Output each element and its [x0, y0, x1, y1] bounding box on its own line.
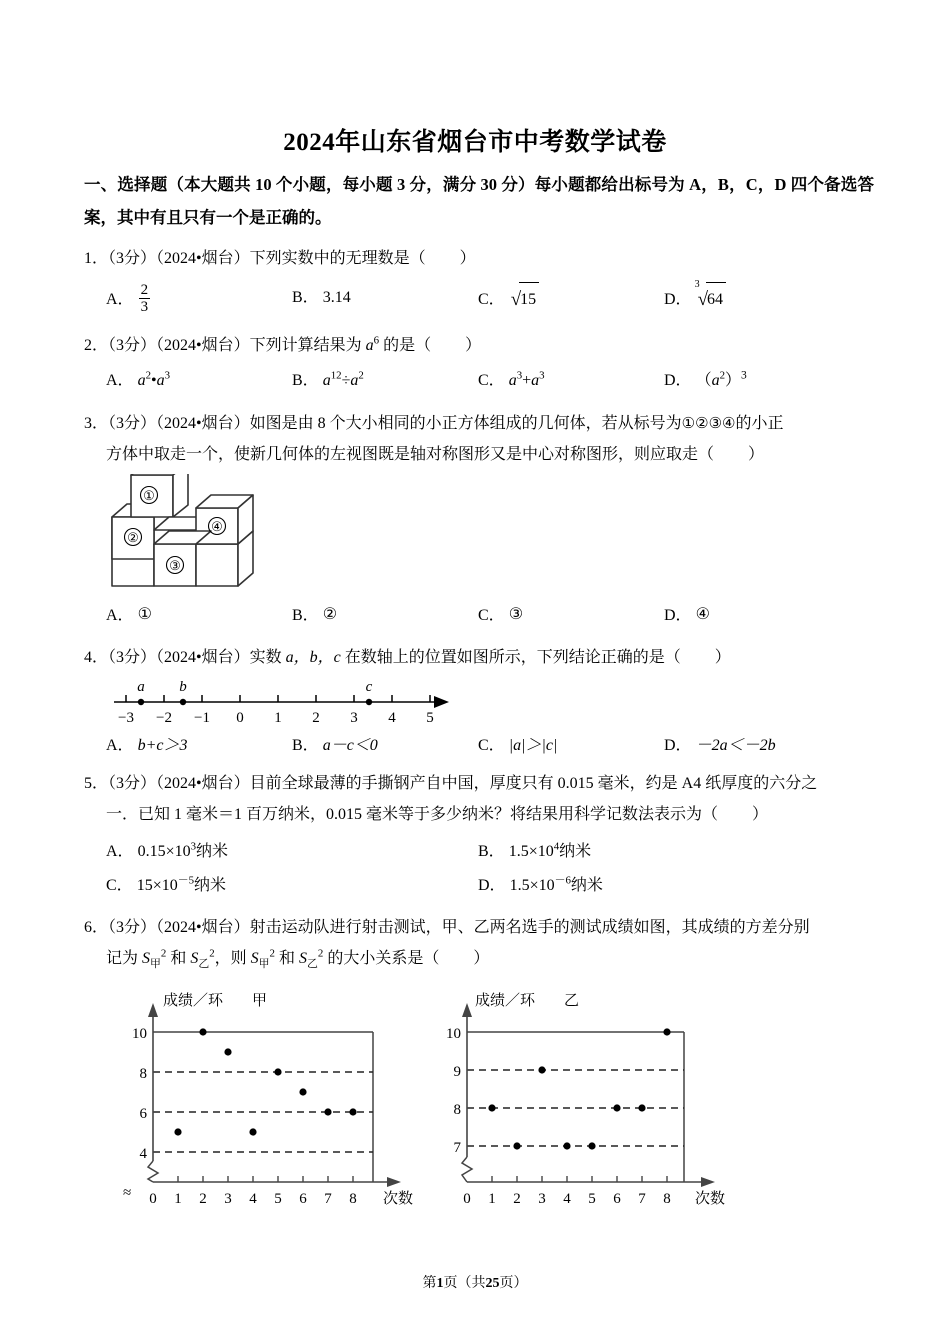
- q4-option-a-label: A．: [106, 737, 134, 754]
- q2-option-b[interactable]: [292, 365, 478, 396]
- q6-stem-post: 的大小关系是（: [323, 950, 440, 968]
- q1-option-c-label: C．: [478, 291, 505, 309]
- q3-option-c[interactable]: [478, 600, 664, 631]
- q5-stem-text1: 目前全球最薄的手撕钢产自中国，厚度只有 0.015 毫米，约是 A4 纸厚度的六分之: [249, 775, 818, 792]
- q4-option-d[interactable]: [664, 730, 776, 761]
- q5-option-c-label: C．: [106, 876, 133, 894]
- variance-jia-2: $S_甲^2$: [250, 947, 275, 971]
- chart-yi-title: 乙: [564, 993, 580, 1009]
- chart-yi-yaxis-arrow: [462, 1003, 472, 1017]
- q1-option-c[interactable]: [478, 282, 664, 316]
- chart-jia-point-5: [274, 1068, 281, 1075]
- cube-label-2: ②: [127, 530, 139, 545]
- numline-tick--2: −2: [156, 710, 172, 726]
- chart-yi-point-5: [588, 1142, 595, 1149]
- question-2-options: [84, 365, 876, 396]
- q1-option-b-label: B．: [292, 289, 319, 307]
- q3-source: （2024•烟台）: [156, 415, 250, 432]
- q6-stem-text1: 射击运动队进行射击测试，甲、乙两名选手的测试成绩如图，其成绩的方差分别: [249, 919, 810, 936]
- q1-marks: （3分）: [108, 250, 157, 267]
- chart-jia-point-3: [224, 1048, 231, 1055]
- q5-source: （2024•烟台）: [156, 775, 250, 792]
- q1-stem-text: 下列实数中的无理数是（: [249, 250, 426, 267]
- q2-option-d-expr: $(a^2)^3$: [695, 369, 747, 390]
- q3-option-a[interactable]: [106, 600, 292, 631]
- q5-option-d-exp: －6: [554, 874, 571, 887]
- circled-number-1-inline: ①: [681, 416, 696, 432]
- square-root-icon: √15: [509, 282, 539, 315]
- chart-yi-point-8: [663, 1028, 670, 1035]
- question-3-stem-line2: [84, 439, 876, 470]
- q2-option-a-label: A．: [106, 372, 134, 390]
- q4-option-b-expr: a－c＜0: [322, 737, 378, 754]
- chart-jia-point-8: [349, 1108, 356, 1115]
- q3-stem-paren: ）: [748, 446, 765, 464]
- chart-jia-point-7: [324, 1108, 331, 1115]
- chart-jia-ytick-10: 10: [132, 1026, 147, 1042]
- q3-marks: （3分）: [108, 415, 157, 432]
- question-6-stem-line1: 6．（3分）（2024•烟台）射击运动队进行射击测试，甲、乙两名选手的测试成绩如图，其成绩的方差分别: [84, 919, 810, 936]
- chart-yi-xtick-0: 0: [463, 1191, 471, 1207]
- chart-jia-ytick-6: 6: [139, 1106, 147, 1122]
- q6-number: 6: [84, 919, 92, 936]
- q3-stem-tail: 的小正: [735, 415, 784, 432]
- question-4: [84, 642, 876, 673]
- footer-middle: 页（共: [443, 1276, 486, 1291]
- q3-option-a-label: A．: [106, 607, 134, 624]
- q2-stem-post: 的是（: [379, 337, 432, 354]
- chart-jia-xtick-0: 0: [149, 1191, 157, 1207]
- chart-jia-xtick-3: 3: [224, 1191, 232, 1207]
- q4-option-c-label: C．: [478, 737, 505, 754]
- q2-stem-sup: 6: [373, 334, 380, 347]
- q5-option-b-mantissa: 1.5×10: [508, 843, 554, 861]
- q6-stem-mid3: 和: [274, 950, 299, 968]
- q2-option-c-label: C．: [478, 372, 505, 390]
- q4-option-b-label: B．: [292, 737, 319, 754]
- cube-label-1: ①: [143, 488, 155, 503]
- q1-option-d[interactable]: [664, 279, 726, 316]
- numline-tick--1: −1: [194, 710, 210, 726]
- q5-option-c[interactable]: [106, 870, 478, 901]
- q5-option-d[interactable]: [478, 870, 603, 901]
- question-4-options: [84, 730, 876, 761]
- q5-option-b-label: B．: [478, 843, 505, 861]
- q4-option-b[interactable]: [292, 730, 478, 761]
- chart-jia-ylabel: 成绩／环: [163, 993, 224, 1009]
- q2-stem-var: a: [365, 337, 374, 354]
- q5-number: 5: [84, 775, 92, 792]
- chart-jia-ytick-4: 4: [139, 1146, 147, 1162]
- q5-option-c-unit: 纳米: [194, 876, 227, 894]
- question-3: [84, 408, 876, 470]
- q2-stem-paren: ）: [465, 337, 482, 354]
- chart-yi-point-1: [488, 1104, 495, 1111]
- cube-root-icon: 3 √64: [696, 282, 726, 315]
- chart-jia-points: [174, 1028, 356, 1135]
- q4-option-a[interactable]: [106, 730, 292, 761]
- question-5: [84, 768, 876, 901]
- q1-stem-paren: ）: [459, 250, 476, 267]
- q4-option-d-label: D．: [664, 737, 692, 754]
- chart-jia-ytick-8: 8: [139, 1066, 147, 1082]
- q4-source: （2024•烟台）: [156, 649, 250, 666]
- q5-option-a-unit: 纳米: [196, 843, 229, 861]
- chart-jia-xtick-1: 1: [174, 1191, 182, 1207]
- numline-label-a: a: [137, 679, 145, 695]
- chart-yi-ytick-10: 10: [446, 1026, 461, 1042]
- question-3-stem-line1: 3．（3分）（2024•烟台）如图是由 8 个大小相同的小正方体组成的几何体，若从标号为①②③④的小正: [84, 415, 784, 432]
- question-3-options: [84, 600, 876, 631]
- question-6: [84, 912, 876, 974]
- q4-option-d-expr: －2a＜－2b: [695, 737, 776, 754]
- chart-yi-xlabel: 次数: [695, 1191, 726, 1207]
- circled-number-4-inline: ④: [722, 416, 736, 432]
- chart-yi-points: [488, 1028, 670, 1149]
- question-2: [84, 330, 876, 396]
- numline-tick-2: 2: [312, 710, 320, 726]
- chart-yi-xtick-8: 8: [663, 1191, 671, 1207]
- q2-option-b-label: B．: [292, 372, 319, 390]
- question-5-stem-line2: [84, 799, 876, 830]
- chart-jia-xtick-7: 7: [324, 1191, 332, 1207]
- chart-jia-point-2: [199, 1028, 206, 1035]
- variance-yi-2: $S_乙^2$: [299, 947, 324, 971]
- q2-source: （2024•烟台）: [156, 337, 250, 354]
- q5-marks: （3分）: [108, 775, 157, 792]
- q6-marks: （3分）: [108, 919, 157, 936]
- circled-number-4: ④: [695, 606, 710, 623]
- q5-option-d-mantissa: 1.5×10: [509, 876, 555, 894]
- q1-option-b[interactable]: [292, 282, 478, 316]
- chart-jia-axis-break: [148, 1161, 158, 1182]
- numline-point-a: [138, 699, 144, 705]
- circled-number-2-inline: ②: [695, 416, 709, 432]
- q2-marks: （3分）: [108, 337, 157, 354]
- q4-stem-post: 在数轴上的位置如图所示，下列结论正确的是（: [340, 649, 681, 666]
- q3-option-b[interactable]: [292, 600, 478, 631]
- chart-yi-xtick-2: 2: [513, 1191, 521, 1207]
- q2-option-b-expr: $a^{12}\div a^2$: [322, 369, 364, 390]
- numline-tick-3: 3: [350, 710, 358, 726]
- q6-stem-paren: ）: [473, 950, 490, 968]
- q2-stem-pre: 下列计算结果为: [249, 337, 366, 354]
- chart-yi-xtick-7: 7: [638, 1191, 646, 1207]
- chart-yi-ytick-8: 8: [453, 1102, 461, 1118]
- chart-jia-xlabel: 次数: [383, 1191, 414, 1207]
- q2-option-a-expr: $a^2•a^3$: [137, 369, 171, 390]
- numline-tick--3: −3: [118, 710, 134, 726]
- q1-source: （2024•烟台）: [156, 250, 250, 267]
- chart-yi-point-6: [613, 1104, 620, 1111]
- circled-number-3: ③: [508, 606, 524, 623]
- q4-marks: （3分）: [108, 649, 157, 666]
- q4-number: 4: [84, 649, 92, 666]
- chart-jia-point-6: [299, 1088, 306, 1095]
- chart-yi-ytick-9: 9: [453, 1064, 461, 1080]
- q4-stem-paren: ）: [714, 649, 731, 666]
- q5-option-a-mantissa: 0.15×10: [137, 843, 191, 861]
- chart-jia-xtick-5: 5: [274, 1191, 282, 1207]
- question-5-options-row2: [84, 870, 876, 901]
- chart-jia-point-1: [174, 1128, 181, 1135]
- variance-yi-1: $S_乙^2$: [190, 947, 215, 971]
- circled-number-1: ①: [137, 606, 152, 623]
- numline-tick-4: 4: [388, 710, 396, 726]
- question-4-stem: 4．（3分）（2024•烟台）实数 a，b，c 在数轴上的位置如图所示，下列结论正确的是（ ）: [84, 649, 731, 666]
- q6-stem-mid: 和: [166, 950, 191, 968]
- chart-yi-ytick-7: 7: [453, 1140, 461, 1156]
- chart-yi-xtick-5: 5: [588, 1191, 596, 1207]
- q4-stem-pre: 实数: [249, 649, 286, 666]
- q5-stem-paren: ）: [752, 806, 769, 824]
- q1-option-a-label: A．: [106, 291, 134, 309]
- numline-label-c: c: [365, 679, 373, 695]
- q1-number: 1: [84, 250, 92, 267]
- q3-stem-text2: 方体中取走一个，使新几何体的左视图既是轴对称图形又是中心对称图形，则应取走（: [106, 446, 715, 464]
- circled-number-2: ②: [322, 606, 338, 623]
- q5-option-a[interactable]: [106, 836, 478, 867]
- chart-yi-ylabel: 成绩／环: [475, 993, 536, 1009]
- chart-yi: [443, 985, 748, 1220]
- chart-jia-xaxis-arrow: [387, 1177, 401, 1187]
- chart-yi-point-3: [538, 1066, 545, 1073]
- chart-jia-xtick-4: 4: [249, 1191, 257, 1207]
- q5-option-d-unit: 纳米: [570, 876, 603, 894]
- footer-page-number: 1: [436, 1276, 444, 1291]
- question-1-options: [84, 279, 876, 316]
- chart-jia-xtick-6: 6: [299, 1191, 307, 1207]
- q2-option-a[interactable]: [106, 365, 292, 396]
- question-5-stem-line1: 5．（3分）（2024•烟台）目前全球最薄的手撕钢产自中国，厚度只有 0.015 毫米，约是 A4 纸厚度的六分之: [84, 775, 818, 792]
- q5-option-c-mantissa: 15×10: [136, 876, 178, 894]
- chart-jia-xtick-2: 2: [199, 1191, 207, 1207]
- cube-stack-figure: [104, 474, 284, 601]
- question-6-stem-line2: [84, 943, 876, 974]
- q3-option-d[interactable]: [664, 600, 710, 631]
- chart-jia-point-4: [249, 1128, 256, 1135]
- q6-stem-pre: 记为: [106, 950, 143, 968]
- q3-option-c-label: C．: [478, 607, 505, 624]
- chart-yi-xtick-3: 3: [538, 1191, 546, 1207]
- q3-number: 3: [84, 415, 92, 432]
- question-2-stem: 2．（3分）（2024•烟台）下列计算结果为 $a^6$ 的是（ ）: [84, 334, 482, 354]
- q4-stem-vars: a，b，c: [285, 649, 341, 666]
- q3-options-row: [84, 600, 876, 631]
- chart-jia-xtick-8: 8: [349, 1191, 357, 1207]
- chart-jia: [115, 985, 420, 1220]
- q2-option-d[interactable]: [664, 365, 747, 396]
- numline-point-b: [180, 699, 186, 705]
- q5-option-a-exp: 3: [190, 841, 197, 854]
- chart-yi-xaxis-arrow: [701, 1177, 715, 1187]
- q3-stem-text1: 如图是由 8 个大小相同的小正方体组成的几何体，若从标号为: [249, 415, 682, 432]
- cube-label-3: ③: [169, 558, 181, 573]
- question-1-stem: 1．（3分）（2024•烟台）下列实数中的无理数是（ ）: [84, 250, 476, 267]
- chart-yi-xtick-6: 6: [613, 1191, 621, 1207]
- q6-stem-mid2: ，则: [214, 950, 251, 968]
- chart-jia-break-symbol: ≈: [123, 1185, 132, 1201]
- numline-point-c: [366, 699, 372, 705]
- footer-prefix: 第: [422, 1276, 437, 1291]
- numline-tick-1: 1: [274, 710, 282, 726]
- q2-number: 2: [84, 337, 92, 354]
- q4-option-a-expr: b+c＞3: [137, 737, 188, 754]
- section-heading: 一、选择题（本大题共 10 个小题，每小题 3 分，满分 30 分）每小题都给出标号为 A，B，C，D 四个备选答案，其中有且只有一个是正确的。: [84, 175, 874, 227]
- q5-option-b[interactable]: [478, 836, 591, 867]
- numline-label-b: b: [179, 679, 187, 695]
- cube-label-4: ④: [211, 519, 223, 534]
- q1-option-a[interactable]: [106, 282, 292, 316]
- question-5-options-row1: [84, 836, 876, 867]
- q5-option-c-exp: －5: [177, 874, 195, 887]
- chart-yi-point-2: [513, 1142, 520, 1149]
- q6-source: （2024•烟台）: [156, 919, 250, 936]
- q2-option-c-expr: $a^3+a^3$: [508, 369, 545, 390]
- footer-total-pages: 25: [485, 1276, 500, 1291]
- chart-yi-xtick-4: 4: [563, 1191, 571, 1207]
- fraction-two-thirds: $\frac{2}{3}$: [140, 282, 149, 316]
- q5-option-d-label: D．: [478, 876, 506, 894]
- chart-yi-axis-break: [462, 1157, 472, 1182]
- numline-tick-0: 0: [236, 710, 244, 726]
- page-title: 2024年山东省烟台市中考数学试卷: [283, 129, 667, 156]
- question-1: [84, 243, 876, 317]
- q4-option-c-expr: |a|＞|c|: [508, 737, 558, 754]
- circled-number-3-inline: ③: [708, 416, 723, 432]
- q2-option-c[interactable]: [478, 365, 664, 396]
- q4-option-c[interactable]: [478, 730, 664, 761]
- q5-option-a-label: A．: [106, 843, 134, 861]
- q5-stem-text2: 一．已知 1 毫米＝1 百万纳米，0.015 毫米等于多少纳米？将结果用科学记数法表示为（: [106, 806, 719, 824]
- numline-tick-5: 5: [426, 710, 434, 726]
- chart-yi-point-4: [563, 1142, 570, 1149]
- page-footer: [0, 1272, 950, 1292]
- q2-option-d-label: D．: [664, 372, 692, 390]
- chart-jia-yaxis-arrow: [148, 1003, 158, 1017]
- q5-option-b-exp: 4: [553, 841, 560, 854]
- q1-option-b-value: 3.14: [322, 289, 351, 307]
- chart-yi-point-7: [638, 1104, 645, 1111]
- footer-suffix: 页）: [499, 1276, 528, 1291]
- q3-option-b-label: B．: [292, 607, 319, 624]
- q3-option-d-label: D．: [664, 607, 692, 624]
- chart-yi-xtick-1: 1: [488, 1191, 496, 1207]
- number-line-figure: [104, 676, 460, 733]
- q4-options-row: [84, 730, 876, 761]
- variance-jia-1: $S_甲^2$: [142, 947, 167, 971]
- q1-option-d-label: D．: [664, 291, 692, 309]
- q5-option-b-unit: 纳米: [559, 843, 592, 861]
- chart-jia-title: 甲: [252, 993, 268, 1009]
